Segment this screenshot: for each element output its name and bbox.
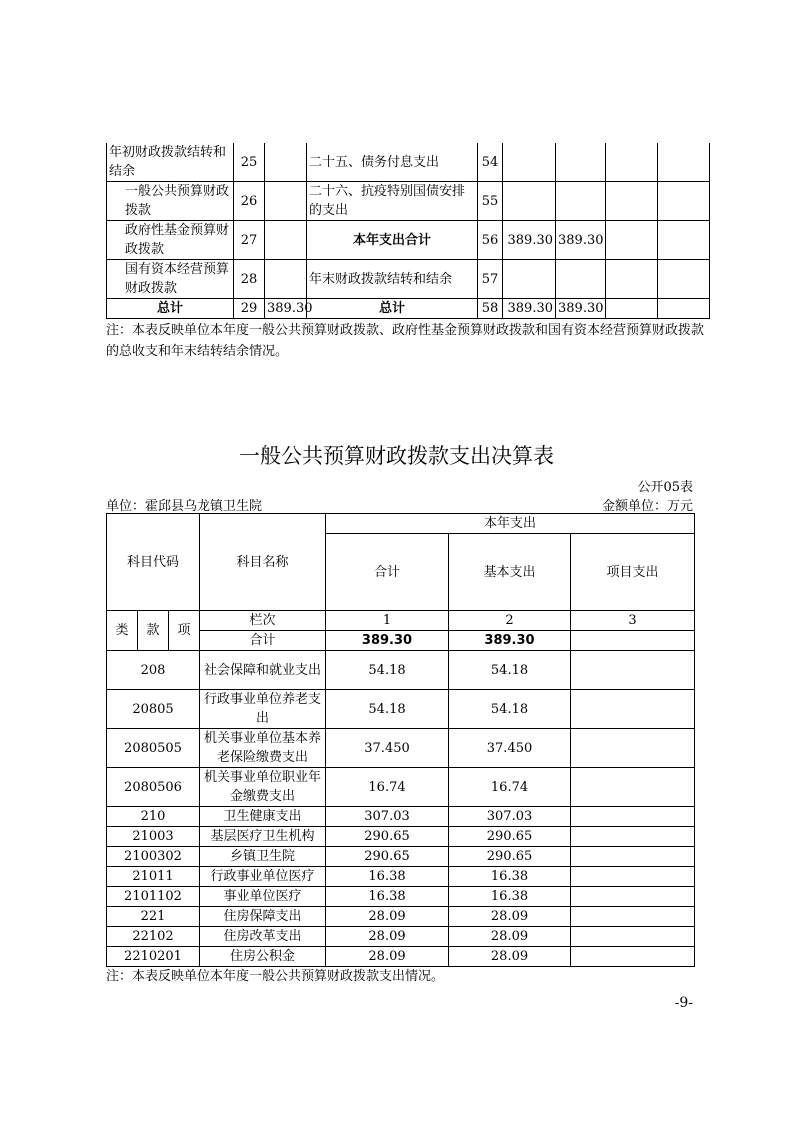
table-number: 公开05表 [637,480,693,495]
header-col3: 3 [571,611,695,631]
row-project [571,947,695,967]
row-v4 [658,260,710,299]
row-code: 22102 [107,927,200,947]
row-code: 20805 [107,690,200,729]
row-value [265,260,307,299]
grand-total-total: 389.30 [326,631,449,651]
row-left-label: 一般公共预算财政拨款 [107,182,234,221]
total-v3 [606,299,658,319]
row-basic: 54.18 [449,651,571,690]
table-row [107,907,695,927]
table-row [107,260,710,299]
row-code: 221 [107,907,200,927]
row-project [571,867,695,887]
row-name: 行政事业单位养老支出 [200,690,326,729]
row-line: 26 [234,182,265,221]
table-row [107,827,695,847]
row-basic: 16.74 [449,768,571,807]
row-basic: 16.38 [449,887,571,907]
row-v4 [658,182,710,221]
row-total: 54.18 [326,651,449,690]
total-v1: 389.30 [503,299,556,319]
row-v1 [503,260,556,299]
row-right-line: 55 [478,182,503,221]
row-right-line: 54 [478,143,503,182]
row-right-line: 57 [478,260,503,299]
row-v1: 389.30 [503,221,556,260]
table-row [107,143,710,182]
row-project [571,827,695,847]
table1-note: 注：本表反映单位本年度一般公共预算财政拨款、政府性基金预算财政拨款和国有资本经营预算财政拨款的总收支和年末结转结余情况。 [106,323,705,359]
row-right-label: 二十六、抗疫特别国债安排的支出 [307,182,478,221]
row-code: 2101102 [107,887,200,907]
table-row [107,927,695,947]
total-v4 [658,299,710,319]
row-code: 2100302 [107,847,200,867]
grand-total-project [571,631,695,651]
row-v1 [503,143,556,182]
header-xiang: 项 [169,611,200,651]
row-code: 2080506 [107,768,200,807]
row-total: 28.09 [326,907,449,927]
grand-total-label: 合计 [200,631,326,651]
header-lei: 类 [107,611,138,651]
row-name: 基层医疗卫生机构 [200,827,326,847]
row-name: 机关事业单位基本养老保险缴费支出 [200,729,326,768]
row-project [571,768,695,807]
page-title: 一般公共预算财政拨款支出决算表 [239,444,554,468]
header-col1: 1 [326,611,449,631]
table-row [107,807,695,827]
row-value [265,143,307,182]
row-name: 社会保障和就业支出 [200,651,326,690]
row-total: 307.03 [326,807,449,827]
table-row [107,729,695,768]
row-code: 2210201 [107,947,200,967]
row-total: 28.09 [326,927,449,947]
row-v2 [556,143,606,182]
row-total: 290.65 [326,847,449,867]
table-row [107,221,710,260]
row-name: 住房公积金 [200,947,326,967]
amount-unit-label: 金额单位：万元 [601,499,693,514]
row-left-label: 国有资本经营预算财政拨款 [107,260,234,299]
row-basic: 16.38 [449,867,571,887]
row-name: 卫生健康支出 [200,807,326,827]
header-total: 合计 [326,534,449,611]
row-left-label: 年初财政拨款结转和结余 [107,143,234,182]
row-total: 16.38 [326,887,449,907]
header-column-no: 栏次 [200,611,326,631]
row-v2 [556,182,606,221]
row-project [571,729,695,768]
row-right-label: 二十五、债务付息支出 [307,143,478,182]
row-project [571,651,695,690]
row-line: 28 [234,260,265,299]
row-right-label: 年末财政拨款结转和结余 [307,260,478,299]
header-col2: 2 [449,611,571,631]
row-basic: 37.450 [449,729,571,768]
row-v2: 389.30 [556,221,606,260]
row-line: 25 [234,143,265,182]
row-line: 27 [234,221,265,260]
row-total: 37.450 [326,729,449,768]
row-left-label: 政府性基金预算财政拨款 [107,221,234,260]
row-total: 16.38 [326,867,449,887]
row-v3 [606,182,658,221]
unit-label: 单位：霍邱县乌龙镇卫生院 [106,499,263,514]
header-current-year: 本年支出 [326,514,695,534]
row-project [571,907,695,927]
row-name: 机关事业单位职业年金缴费支出 [200,768,326,807]
row-v3 [606,221,658,260]
row-code: 210 [107,807,200,827]
table2-note: 注：本表反映单位本年度一般公共预算财政拨款支出情况。 [106,969,445,984]
table-row [107,651,695,690]
row-name: 乡镇卫生院 [200,847,326,867]
table-row [107,867,695,887]
table-total-row [107,299,710,319]
row-basic: 307.03 [449,807,571,827]
row-right-label: 本年支出合计 [307,221,478,260]
header-basic: 基本支出 [449,534,571,611]
row-name: 行政事业单位医疗 [200,867,326,887]
row-value [265,182,307,221]
row-code: 21003 [107,827,200,847]
row-project [571,807,695,827]
row-basic: 28.09 [449,927,571,947]
table-row [107,768,695,807]
row-code: 2080505 [107,729,200,768]
row-project [571,690,695,729]
header-project: 项目支出 [571,534,695,611]
expenditure-table [106,513,695,967]
row-v3 [606,260,658,299]
row-name: 事业单位医疗 [200,887,326,907]
row-basic: 54.18 [449,690,571,729]
row-project [571,847,695,867]
table-row [107,182,710,221]
row-code: 21011 [107,867,200,887]
page-number: -9- [674,995,693,1011]
header-name: 科目名称 [200,514,326,611]
total-v2: 389.30 [556,299,606,319]
income-expense-table [106,143,710,319]
row-code: 208 [107,651,200,690]
row-project [571,887,695,907]
header-kuan: 款 [138,611,169,651]
table-row [107,690,695,729]
row-total: 54.18 [326,690,449,729]
row-v2 [556,260,606,299]
row-name: 住房改革支出 [200,927,326,947]
row-total: 16.74 [326,768,449,807]
row-name: 住房保障支出 [200,907,326,927]
row-v1 [503,182,556,221]
table-row [107,847,695,867]
total-line-left: 29 [234,299,265,319]
row-basic: 290.65 [449,847,571,867]
table-row [107,887,695,907]
row-v4 [658,221,710,260]
header-code: 科目代码 [107,514,200,611]
row-basic: 290.65 [449,827,571,847]
row-v3 [606,143,658,182]
row-value [265,221,307,260]
row-total: 290.65 [326,827,449,847]
row-basic: 28.09 [449,947,571,967]
row-v4 [658,143,710,182]
total-label-left: 总计 [107,299,234,319]
table-row [107,947,695,967]
total-line-right: 58 [478,299,503,319]
row-project [571,927,695,947]
total-label-right: 总计 [307,299,478,319]
total-value-left: 389.30 [265,299,307,319]
row-basic: 28.09 [449,907,571,927]
row-total: 28.09 [326,947,449,967]
grand-total-basic: 389.30 [449,631,571,651]
row-right-line: 56 [478,221,503,260]
